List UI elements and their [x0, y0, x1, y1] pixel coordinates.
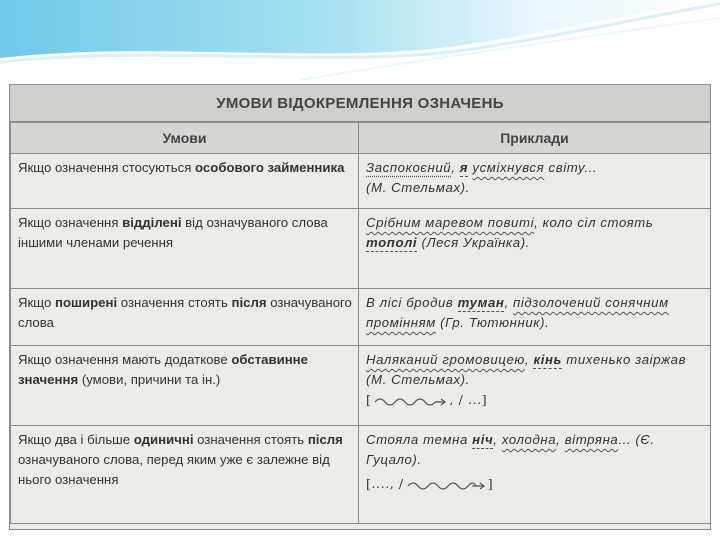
header-examples: Приклади — [359, 123, 711, 154]
header-banner — [0, 0, 720, 80]
table-row — [11, 209, 711, 289]
condition-cell: Якщо означення мають додаткове обставинне значення (умови, причини та ін.) — [11, 346, 359, 426]
table-header-row — [11, 123, 711, 154]
condition-cell: Якщо поширені означення стоять після означуваного слова — [11, 289, 359, 346]
conditions-table — [10, 122, 711, 524]
table-title: УМОВИ ВІДОКРЕМЛЕННЯ ОЗНАЧЕНЬ — [10, 85, 710, 122]
table-row — [11, 154, 711, 209]
example-cell: Заспокоєний, я усміхнувся світу... (М. Стельмах). — [359, 154, 711, 209]
wavy-arrow-icon — [373, 393, 447, 407]
example-cell: Срібним маревом повиті, коло сіл стоять тополі (Леся Українка). — [359, 209, 711, 289]
header-conditions: Умови — [11, 123, 359, 154]
condition-cell: Якщо означення відділені від означуваного слова іншими членами речення — [11, 209, 359, 289]
table-row — [11, 426, 711, 524]
condition-cell: Якщо два і більше одиничні означення стоять після означуваного слова, перед яким уже є залежне від нього означення — [11, 426, 359, 524]
document-scan — [9, 84, 711, 530]
table-row — [11, 289, 711, 346]
example-cell: Наляканий громовицею, кінь тихенько заіржав (М. Стельмах). [ , / ...] — [359, 346, 711, 426]
condition-cell: Якщо означення стосуються особового займенника — [11, 154, 359, 209]
sentence-scheme: [ , / ...] — [366, 392, 488, 407]
example-cell: Стояла темна ніч, холодна, вітряна... (Є. Гуцало). [...., / ] — [359, 426, 711, 524]
table-row — [11, 346, 711, 426]
example-cell: В лісі бродив туман, підзолочений сонячним промінням (Гр. Тютюнник). — [359, 289, 711, 346]
sentence-scheme: [...., / ] — [366, 476, 494, 491]
wavy-arrow-icon — [406, 477, 486, 491]
